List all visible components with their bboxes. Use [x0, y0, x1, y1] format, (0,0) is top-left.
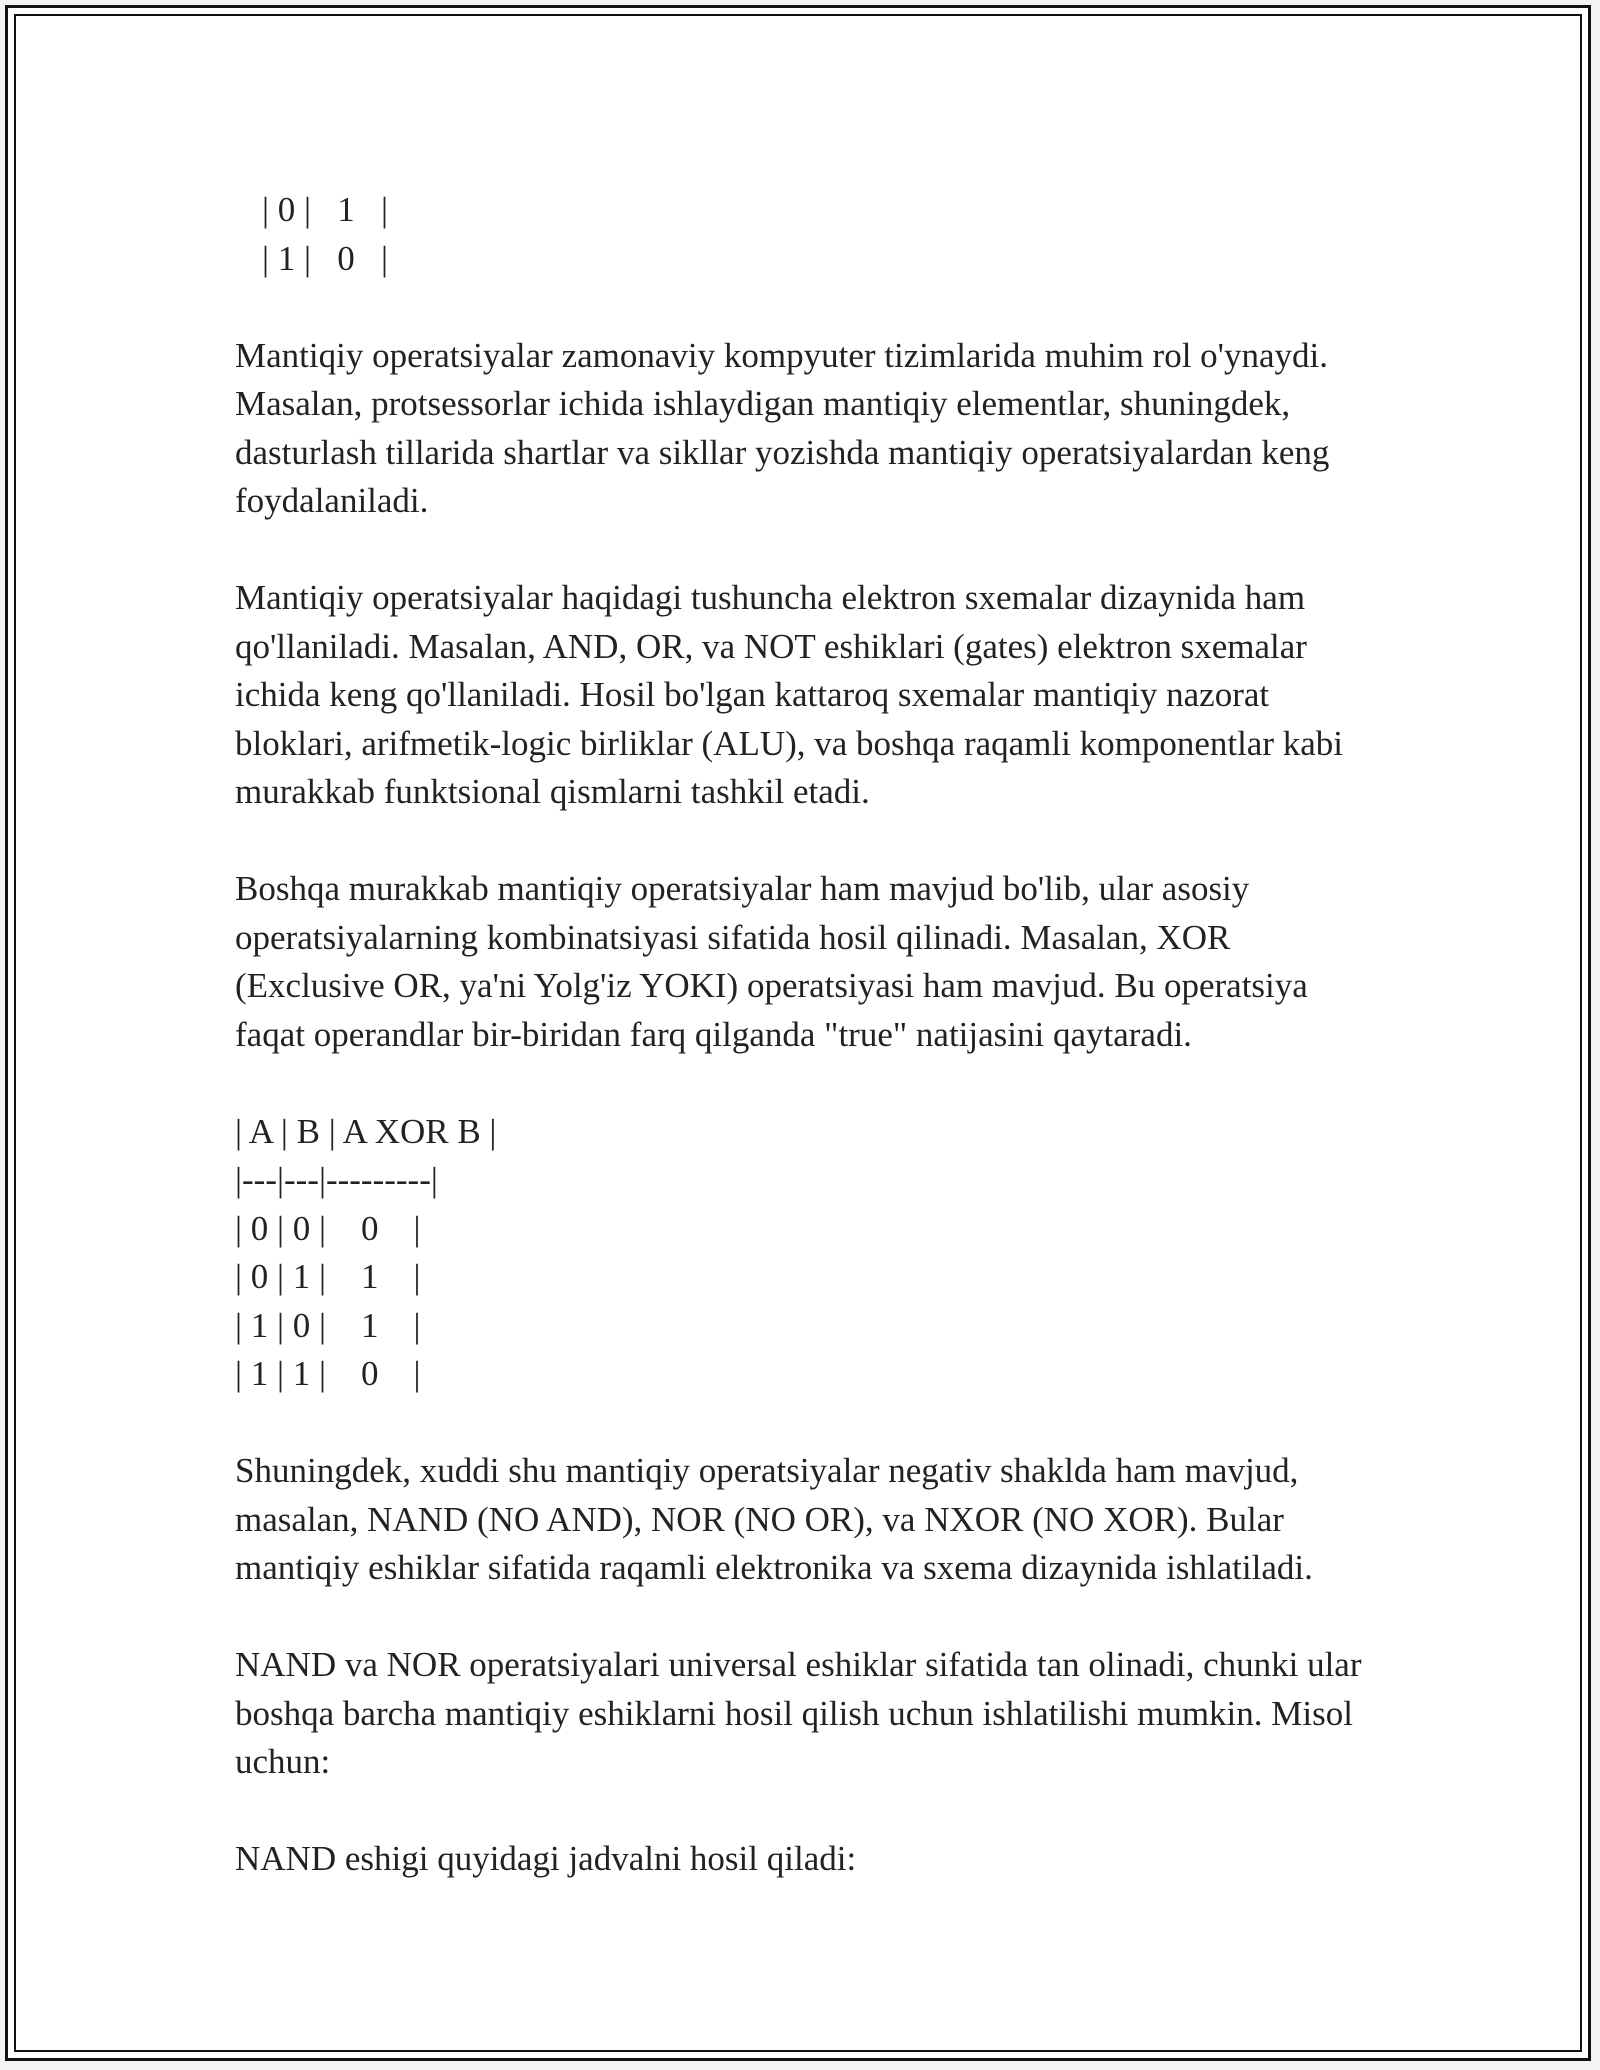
paragraph: Boshqa murakkab mantiqiy operatsiyalar ham mavjud bo'lib, ular asosiy operatsiyalarning kombinatsiyasi sifatida hosil qilinadi. Masalan, XOR (Exclusive OR, ya'ni Yolg'iz YOKI) operatsiyasi ham mavjud. Bu operatsiya faqat operandlar bir-biridan farq qilganda "true" natijasini qaytaradi.: [235, 869, 1308, 1054]
paragraph: NAND eshigi quyidagi jadvalni hosil qiladi:: [235, 1839, 857, 1878]
xor-table-row: | 1 | 1 | 0 |: [235, 1354, 421, 1393]
xor-table-header: | A | B | A XOR B |: [235, 1111, 497, 1151]
document-body: [235, 186, 1385, 1884]
truth-table-row: | 1 | 0 |: [262, 238, 389, 278]
paragraph: NAND va NOR operatsiyalari universal eshiklar sifatida tan olinadi, chunki ular boshqa barcha mantiqiy eshiklarni hosil qilish uchun ishlatilishi mumkin. Misol uchun:: [235, 1645, 1362, 1781]
xor-table-row: | 1 | 0 | 1 |: [235, 1305, 421, 1345]
paragraph: Shuningdek, xuddi shu mantiqiy operatsiyalar negativ shaklda ham mavjud, masalan, NAND (NO AND), NOR (NO OR), va NXOR (NO XOR). Bular mantiqiy eshiklar sifatida raqamli elektronika va sxema dizaynida ishlatiladi.: [235, 1451, 1313, 1587]
xor-table-row: | 0 | 0 | 0 |: [235, 1208, 421, 1248]
xor-table-row: | 0 | 1 | 1 |: [235, 1257, 421, 1296]
xor-table-separator: |---|---|---------|: [235, 1160, 438, 1199]
truth-table-row: | 0 | 1 |: [262, 190, 389, 229]
paragraph: Mantiqiy operatsiyalar haqidagi tushuncha elektron sxemalar dizaynida ham qo'llaniladi. Masalan, AND, OR, va NOT eshiklari (gates) elektron sxemalar ichida keng qo'llaniladi. Hosil bo'lgan kattaroq sxemalar mantiqiy nazorat bloklari, arifmetik-logic birliklar (ALU), va boshqa raqamli komponentlar kabi murakkab funktsional qismlarni tashkil etadi.: [235, 578, 1344, 811]
paragraph: Mantiqiy operatsiyalar zamonaviy kompyuter tizimlarida muhim rol o'ynaydi. Masalan, protsessorlar ichida ishlaydigan mantiqiy elementlar, shuningdek, dasturlash tillarida shartlar va sikllar yozishda mantiqiy operatsiyalardan keng foydalaniladi.: [235, 335, 1330, 520]
